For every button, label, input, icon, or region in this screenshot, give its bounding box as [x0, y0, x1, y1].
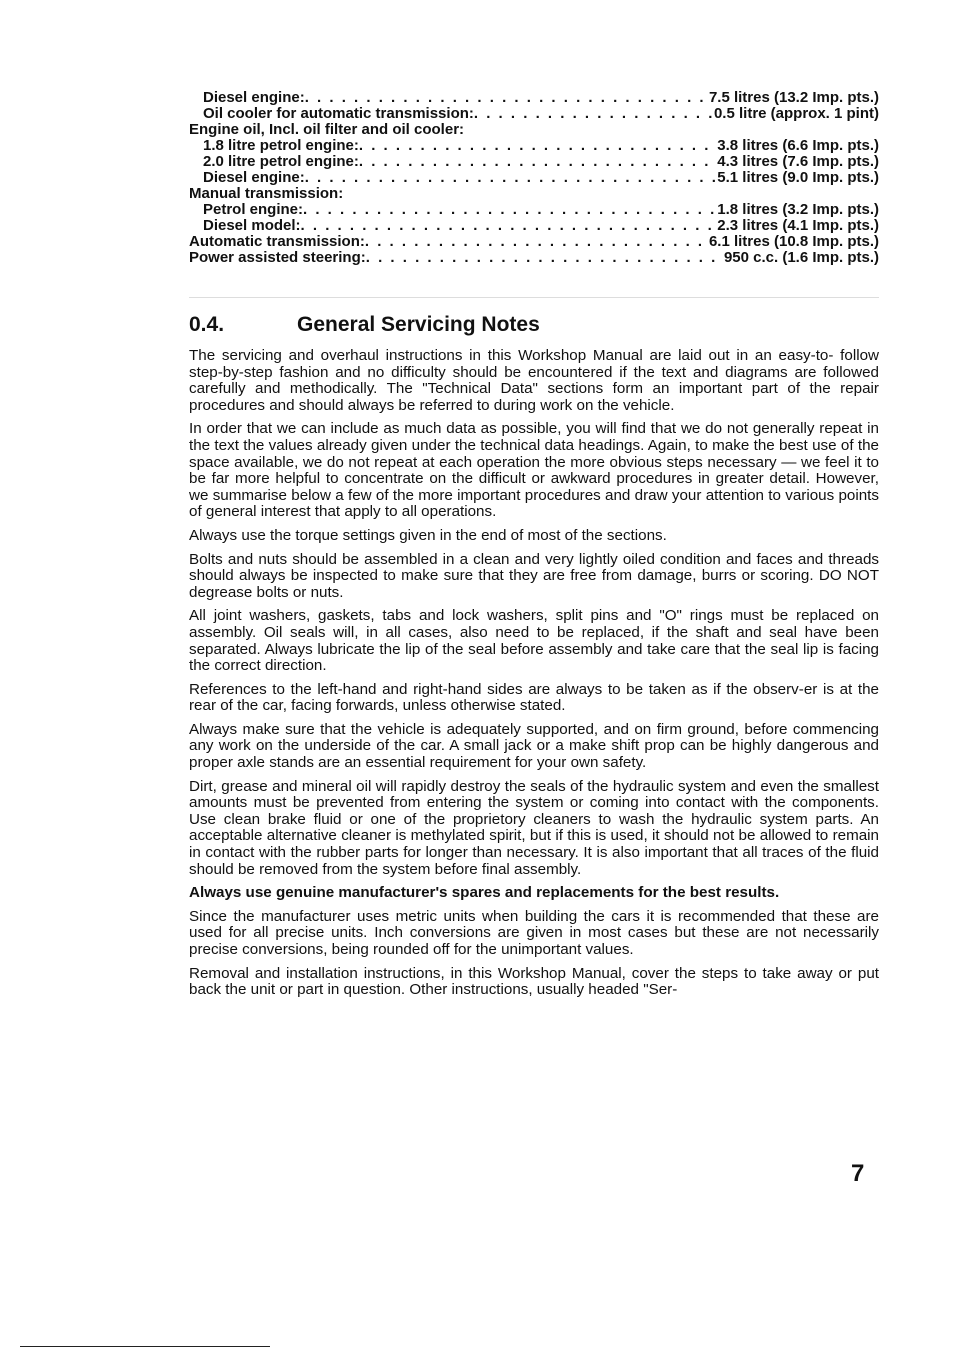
paragraph: All joint washers, gaskets, tabs and lock washers, split pins and "O" rings must be replaced on assembly. Oil seals will, in all cases, also need to be replaced, if the shaft and seal have been separated. Always lubricate the lip of the seal before assembly and take care that the seal lip is facing the correct direction.: [189, 607, 879, 675]
capacity-row: [189, 218, 879, 234]
leader-dots: [474, 106, 714, 122]
capacity-row: [189, 122, 879, 138]
capacity-value: 3.8 litres (6.6 Imp. pts.): [717, 137, 879, 154]
capacity-label: Oil cooler for automatic transmission:: [203, 105, 474, 122]
capacity-row: [189, 234, 879, 250]
leader-dots: [303, 202, 717, 218]
section-heading: [189, 313, 540, 337]
capacity-row: [189, 250, 879, 266]
paragraph: Always use genuine manufacturer's spares and replacements for the best results.: [189, 884, 780, 902]
section-body: [189, 348, 879, 1006]
leader-dots: [366, 250, 724, 266]
capacity-row: [189, 170, 879, 186]
paragraph: Always use the torque settings given in the end of most of the sections.: [189, 526, 667, 544]
capacity-label: Diesel engine:: [203, 169, 305, 186]
capacity-value: 1.8 litres (3.2 Imp. pts.): [717, 201, 879, 218]
capacity-label: Automatic transmission:: [189, 233, 365, 250]
paragraph: Removal and installation instructions, in this Workshop Manual, cover the steps to take away or put back the unit or part in question. Other instructions, usually headed "Ser-: [189, 964, 879, 999]
leader-dots: [301, 218, 718, 234]
capacity-row: [189, 202, 879, 218]
capacity-value: 5.1 litres (9.0 Imp. pts.): [717, 169, 879, 186]
capacity-label: 2.0 litre petrol engine:: [203, 153, 359, 170]
footer-line: [20, 1346, 270, 1347]
leader-dots: [305, 90, 709, 106]
leader-dots: [359, 154, 717, 170]
capacity-value: 7.5 litres (13.2 Imp. pts.): [708, 89, 879, 106]
capacity-label: 1.8 litre petrol engine:: [203, 137, 359, 154]
leader-dots: [365, 234, 709, 250]
capacity-label: Diesel model:: [203, 217, 301, 234]
leader-dots: [305, 170, 718, 186]
capacity-row: [189, 106, 879, 122]
section-number: 0.4.: [189, 313, 225, 336]
capacity-row: [189, 90, 879, 106]
capacity-label: Petrol engine:: [203, 201, 304, 218]
paragraph: References to the left-hand and right-hand sides are always to be taken as if the observ-er is at the rear of the car, facing forwards, unless otherwise stated.: [189, 680, 879, 715]
capacity-label: Diesel engine:: [203, 89, 305, 106]
capacity-row: [189, 138, 879, 154]
paragraph: In order that we can include as much data as possible, you will find that we do not generally repeat in the text the values already given under the technical data headings. Again, to make the best use of the space available, we do not repeat at each operation the more obvious steps necessary — we feel it to be far more helpful to concentrate on the difficult or awkward procedures in greater detail. However, we summarise below a few of the more important procedures and draw your attention to various points of general interest that apply to all operations.: [189, 420, 879, 521]
capacity-value: 4.3 litres (7.6 Imp. pts.): [717, 153, 879, 170]
paragraph: Dirt, grease and mineral oil will rapidly destroy the seals of the hydraulic system and even the smallest amounts must be prevented from entering the system or coming into contact with the components. Use clean brake fluid or one of the proprietory cleaners to wash the hydraulic system parts. An acceptable alternative cleaner is methylated spirit, but if this is used, it should not be allowed to remain in contact with the rubber parts for longer than necessary. It is also important that all traces of the fluid should be removed from the system before final assembly.: [189, 777, 879, 878]
capacities-list: [189, 90, 879, 266]
paragraph: Bolts and nuts should be assembled in a clean and very lightly oiled condition and faces and threads should always be inspected to make sure that they are free from damage, burrs or scoring. DO NOT degrease bolts or nuts.: [189, 550, 879, 601]
capacity-row: [189, 154, 879, 170]
capacity-value: 6.1 litres (10.8 Imp. pts.): [708, 233, 879, 250]
capacity-value: 950 c.c. (1.6 Imp. pts.): [723, 249, 879, 266]
capacity-label: Manual transmission:: [189, 185, 344, 202]
paragraph: The servicing and overhaul instructions in this Workshop Manual are laid out in an easy-to- follow step-by-step fashion and no difficulty should be encountered if the text and diagrams are followed carefully and methodically. The "Technical Data" sections form an important part of the repair procedures and should always be referred to during work on the vehicle.: [189, 347, 879, 414]
leader-dots: [359, 138, 717, 154]
capacity-label: Engine oil, Incl. oil filter and oil cooler:: [189, 121, 465, 138]
capacity-value: 2.3 litres (4.1 Imp. pts.): [717, 217, 879, 234]
capacity-label: Power assisted steering:: [189, 249, 366, 266]
page-number: 7: [851, 1160, 865, 1187]
capacity-row: [189, 186, 879, 202]
capacity-value: 0.5 litre (approx. 1 pint): [713, 105, 879, 122]
paragraph: Since the manufacturer uses metric units when building the cars it is recommended that these are used for all precise units. Inch conversions are given in most cases but these are not necessarily precise conversions, being rounded off for the unimportant values.: [189, 907, 879, 958]
divider: [189, 297, 879, 298]
paragraph: Always make sure that the vehicle is adequately supported, and on firm ground, before commencing any work on the underside of the car. A small jack or a make shift prop can be highly dangerous and proper axle stands are an essential requirement for your own safety.: [189, 720, 879, 772]
section-title: General Servicing Notes: [297, 313, 540, 336]
